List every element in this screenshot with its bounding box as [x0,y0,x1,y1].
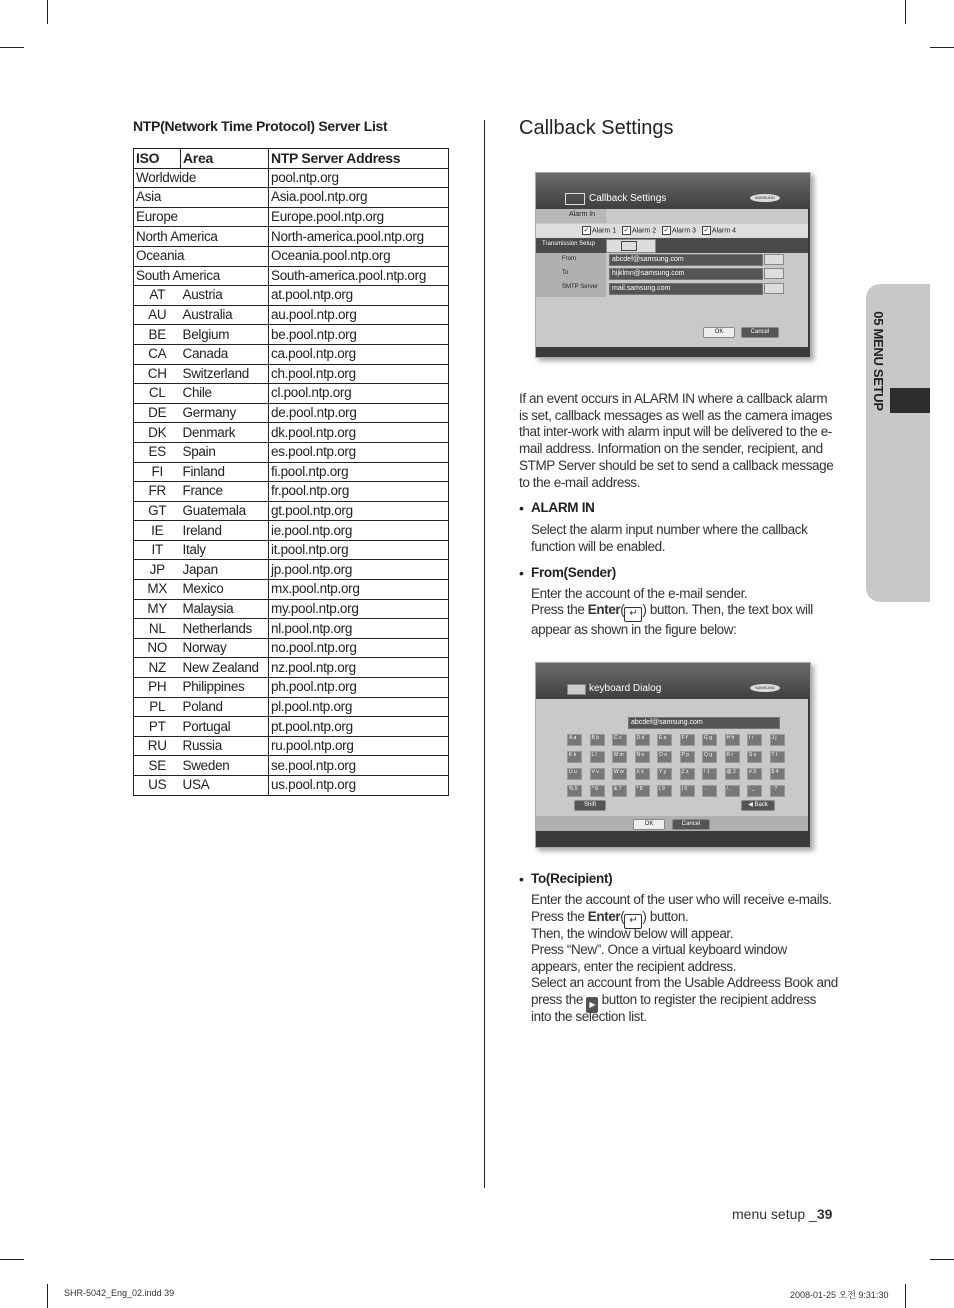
address-cell: ca.pool.ntp.org [269,344,449,364]
area-cell: Finland [181,462,269,482]
table-row [134,364,449,384]
chapter-tab-label: 05 MENU SETUP [871,311,886,411]
to-line-8: into the selection list. [531,1009,647,1024]
table-row [134,619,449,639]
keyboard-icon [567,684,586,695]
keyboard-key[interactable]: K k [567,751,582,763]
area-cell: Canada [181,344,269,364]
to-line-1: Enter the account of the user who will receive e-mails. [531,892,832,907]
ok-button[interactable]: OK [633,819,665,830]
table-row [134,188,449,208]
table-row [134,462,449,482]
address-cell: ru.pool.ntp.org [269,736,449,756]
area-cell: Japan [181,560,269,580]
keyboard-icon[interactable] [764,283,784,294]
address-cell: ch.pool.ntp.org [269,364,449,384]
from-heading: From(Sender) [531,565,616,580]
table-row [134,697,449,717]
intro-paragraph: If an event occurs in ALARM IN where a callback alarm is set, callback messages as well as the camera images that inter-work with alarm input will be delivered to the e-mail address. Information on the sender, recipient, and STMP Server should be set to send a callback message to the e-mail address. [519,391,834,490]
crop-mark [47,0,48,24]
keyboard-key[interactable]: M m [612,751,627,763]
keyboard-key[interactable]: Z z [680,768,695,780]
to-line-7: press the ▶ button to register the recipient address [531,992,851,1013]
table-row [134,756,449,776]
bullet-icon: • [519,871,524,887]
iso-cell: US [134,776,181,796]
alarm-in-text: Select the alarm input number where the callback function will be enabled. [531,522,808,554]
area-cell: South America [134,266,269,286]
table-row [134,482,449,502]
area-cell: Oceania [134,246,269,266]
column-header-address: NTP Server Address [269,149,449,169]
keyboard-key[interactable]: @ 2 [725,768,740,780]
table-row [134,717,449,737]
address-cell: pt.pool.ntp.org [269,717,449,737]
keyboard-key[interactable]: % 5 [567,785,582,797]
keyboard-dialog-screen [535,662,811,848]
keyboard-key[interactable]: F f [680,734,695,746]
keyboard-key[interactable]: ) 0 [680,785,695,797]
smtp-server-label: SMTP Server [562,284,598,290]
area-cell: New Zealand [181,658,269,678]
address-cell: Oceania.pool.ntp.org [269,246,449,266]
table-row [134,168,449,188]
column-header-area: Area [181,149,269,169]
to-line-6: Select an account from the Usable Addreess Book and [531,975,838,990]
area-cell: Denmark [181,423,269,443]
keyboard-key[interactable]: V v [590,768,605,780]
cancel-button[interactable]: Cancel [741,327,779,338]
table-row [134,266,449,286]
keyboard-key[interactable]: G g [702,734,717,746]
address-cell: it.pool.ntp.org [269,540,449,560]
keyboard-key[interactable]: W w [612,768,627,780]
ok-button[interactable]: OK [703,327,735,338]
table-row [134,540,449,560]
area-cell: Portugal [181,717,269,737]
from-line-2: Press the Enter( ↵ ) button. Then, the text box will appear as shown in the figure below: [531,602,813,637]
area-cell: Italy [181,540,269,560]
iso-cell: ES [134,442,181,462]
iso-cell: AT [134,286,181,306]
area-cell: Russia [181,736,269,756]
area-cell: Spain [181,442,269,462]
crop-mark [930,1259,954,1260]
area-cell: Germany [181,403,269,423]
table-row [134,580,449,600]
file-slug: SHR-5042_Eng_02.indd 39 [64,1288,175,1298]
to-line-5: appears, enter the recipient address. [531,959,737,974]
address-cell: be.pool.ntp.org [269,325,449,345]
iso-cell: DE [134,403,181,423]
keyboard-key[interactable]: - _ [747,785,762,797]
address-cell: fi.pool.ntp.org [269,462,449,482]
iso-cell: GT [134,501,181,521]
samsung-logo: SAMSUNG [750,194,780,202]
table-row [134,344,449,364]
address-cell: us.pool.ntp.org [269,776,449,796]
page-footer: menu setup _39 [732,1206,833,1222]
table-row [134,384,449,404]
chapter-tab-marker [890,388,930,413]
keyboard-key[interactable]: A a [567,734,582,746]
address-cell: pl.pool.ntp.org [269,697,449,717]
crop-mark [0,47,24,48]
page-number: 39 [816,1206,833,1222]
table-row [134,227,449,247]
ntp-server-table [133,148,449,796]
table-row [134,560,449,580]
keyboard-key[interactable]: O o [657,751,672,763]
column-divider [484,120,485,1188]
to-line-3: Then, the window below will appear. [531,926,734,941]
keyboard-key[interactable]: Y y [657,768,672,780]
table-header-row [134,149,449,169]
table-row [134,599,449,619]
iso-cell: IT [134,540,181,560]
area-cell: Norway [181,638,269,658]
callback-settings-screen [535,172,811,358]
alarm-3-label: Alarm 3 [671,227,697,235]
keyboard-key[interactable]: # 3 [747,768,762,780]
area-cell: Australia [181,305,269,325]
address-cell: South-america.pool.ntp.org [269,266,449,286]
keyboard-key[interactable]: U u [567,768,582,780]
iso-cell: CA [134,344,181,364]
iso-cell: DK [134,423,181,443]
keyboard-icon[interactable] [764,268,784,279]
table-row [134,207,449,227]
crop-mark [930,47,954,48]
iso-cell: RU [134,736,181,756]
keyboard-key[interactable]: - . [702,785,717,797]
bullet-icon: • [519,565,524,581]
crop-mark [47,1284,48,1308]
screen-title: Callback Settings [589,193,667,204]
keyboard-key[interactable]: Q q [702,751,717,763]
network-icon [565,193,585,205]
area-cell: Europe [134,207,269,227]
address-cell: gt.pool.ntp.org [269,501,449,521]
check-icon[interactable]: ✓ [703,227,710,234]
keyboard-key[interactable]: ^ 6 [590,785,605,797]
bullet-icon: • [519,500,524,516]
iso-cell: CH [134,364,181,384]
shift-button[interactable]: Shift [574,800,606,811]
iso-cell: PL [134,697,181,717]
iso-cell: BE [134,325,181,345]
address-cell: fr.pool.ntp.org [269,482,449,502]
area-cell: Malaysia [181,599,269,619]
iso-cell: JP [134,560,181,580]
address-cell: es.pool.ntp.org [269,442,449,462]
samsung-logo: SAMSUNG [750,684,780,692]
section-title: Callback Settings [519,117,674,139]
crop-mark [905,0,906,24]
area-cell: Belgium [181,325,269,345]
area-cell: Poland [181,697,269,717]
to-heading: To(Recipient) [531,871,613,886]
table-row [134,246,449,266]
alarm-in-label: Alarm In [569,211,596,218]
address-cell: cl.pool.ntp.org [269,384,449,404]
keyboard-key[interactable]: : ? [770,785,785,797]
iso-cell: MX [134,580,181,600]
address-cell: nl.pool.ntp.org [269,619,449,639]
keyboard-key[interactable]: B b [590,734,605,746]
keyboard-key[interactable]: ! 1 [702,768,717,780]
address-cell: dk.pool.ntp.org [269,423,449,443]
address-cell: Europe.pool.ntp.org [269,207,449,227]
alarm-1-label: Alarm 1 [592,227,617,235]
area-cell: Sweden [181,756,269,776]
area-cell: USA [181,776,269,796]
keyboard-key[interactable]: * 8 [635,785,650,797]
keyboard-key[interactable]: ( 9 [657,785,672,797]
iso-cell: NO [134,638,181,658]
crop-mark [0,1259,24,1260]
check-icon[interactable]: ✓ [583,227,590,234]
table-row [134,658,449,678]
iso-cell: SE [134,756,181,776]
ntp-list-title: NTP(Network Time Protocol) Server List [133,118,388,134]
to-line-2: Press the Enter( ↵ ) button. [531,909,841,929]
table-row [134,305,449,325]
back-button[interactable]: ◀ Back [741,800,775,811]
address-cell: mx.pool.ntp.org [269,580,449,600]
area-cell: Asia [134,188,269,208]
iso-cell: IE [134,521,181,541]
table-row [134,638,449,658]
area-cell: Austria [181,286,269,306]
address-cell: no.pool.ntp.org [269,638,449,658]
iso-cell: PT [134,717,181,737]
keyboard-key[interactable]: D d [635,734,650,746]
to-label: To [562,270,569,276]
address-cell: jp.pool.ntp.org [269,560,449,580]
enter-icon: ↵ [624,607,642,622]
table-row [134,325,449,345]
alarm-in-heading: ALARM IN [531,500,595,515]
screen-title: keyboard Dialog [589,683,662,694]
area-cell: North America [134,227,269,247]
area-cell: Philippines [181,678,269,698]
table-row [134,286,449,306]
column-header-iso: ISO [134,149,181,169]
area-cell: Ireland [181,521,269,541]
enter-icon: ↵ [624,914,642,929]
address-cell: at.pool.ntp.org [269,286,449,306]
iso-cell: FR [134,482,181,502]
address-cell: nz.pool.ntp.org [269,658,449,678]
crop-mark [905,1284,906,1308]
keyboard-key[interactable]: N n [635,751,650,763]
enter-label: Enter [587,909,621,924]
cancel-button[interactable]: Cancel [672,819,710,830]
area-cell: Guatemala [181,501,269,521]
area-cell: Chile [181,384,269,404]
keyboard-key[interactable]: J j [770,734,785,746]
keyboard-key[interactable]: T t [770,751,785,763]
table-row [134,501,449,521]
smtp-server-field[interactable]: mail.samsung.com [609,283,763,295]
keyboard-key[interactable]: / , [725,785,740,797]
iso-cell: NL [134,619,181,639]
check-icon[interactable]: ✓ [623,227,630,234]
check-icon[interactable]: ✓ [663,227,670,234]
keyboard-key[interactable]: X x [635,768,650,780]
table-row [134,776,449,796]
area-cell: Worldwide [134,168,269,188]
address-cell: de.pool.ntp.org [269,403,449,423]
area-cell: Switzerland [181,364,269,384]
keyboard-key[interactable]: H h [725,734,740,746]
enter-label: Enter [587,602,621,617]
address-cell: my.pool.ntp.org [269,599,449,619]
keyboard-key[interactable]: I i [747,734,762,746]
iso-cell: AU [134,305,181,325]
iso-cell: PH [134,678,181,698]
iso-cell: NZ [134,658,181,678]
table-row [134,736,449,756]
keyboard-key[interactable]: E e [657,734,672,746]
from-line-1: Enter the account of the e-mail sender. [531,586,748,601]
area-cell: Netherlands [181,619,269,639]
alarm-2-label: Alarm 2 [631,227,657,235]
address-cell: pool.ntp.org [269,168,449,188]
keyboard-text-field[interactable]: abcdef@samsung.com [628,717,780,729]
address-cell: se.pool.ntp.org [269,756,449,776]
table-row [134,442,449,462]
iso-cell: MY [134,599,181,619]
keyboard-key[interactable]: $ 4 [770,768,785,780]
keyboard-key[interactable]: L l [590,751,605,763]
from-label: From [562,256,576,262]
table-row [134,678,449,698]
address-cell: North-america.pool.ntp.org [269,227,449,247]
address-cell: ie.pool.ntp.org [269,521,449,541]
address-cell: ph.pool.ntp.org [269,678,449,698]
area-cell: Mexico [181,580,269,600]
iso-cell: FI [134,462,181,482]
alarm-4-label: Alarm 4 [711,227,737,235]
area-cell: France [181,482,269,502]
table-row [134,521,449,541]
transmission-setup-label: Transmission Setup [542,241,595,247]
arrow-right-icon: ▶ [586,997,598,1013]
keyboard-key[interactable]: P p [680,751,695,763]
table-row [134,423,449,443]
table-row [134,403,449,423]
keyboard-key[interactable]: C c [612,734,627,746]
keyboard-key[interactable]: S s [747,751,762,763]
to-line-4: Press “New”. Once a virtual keyboard window [531,942,787,957]
keyboard-key[interactable]: R r [725,751,740,763]
keyboard-icon[interactable] [764,254,784,265]
from-field[interactable]: abcdef@samsung.com [609,254,763,266]
to-field[interactable]: hijklmn@samsung.com [609,268,763,280]
iso-cell: CL [134,384,181,404]
address-cell: Asia.pool.ntp.org [269,188,449,208]
keyboard-key[interactable]: & 7 [612,785,627,797]
date-slug: 2008-01-25 오전 9:31:30 [790,1290,889,1300]
address-cell: au.pool.ntp.org [269,305,449,325]
